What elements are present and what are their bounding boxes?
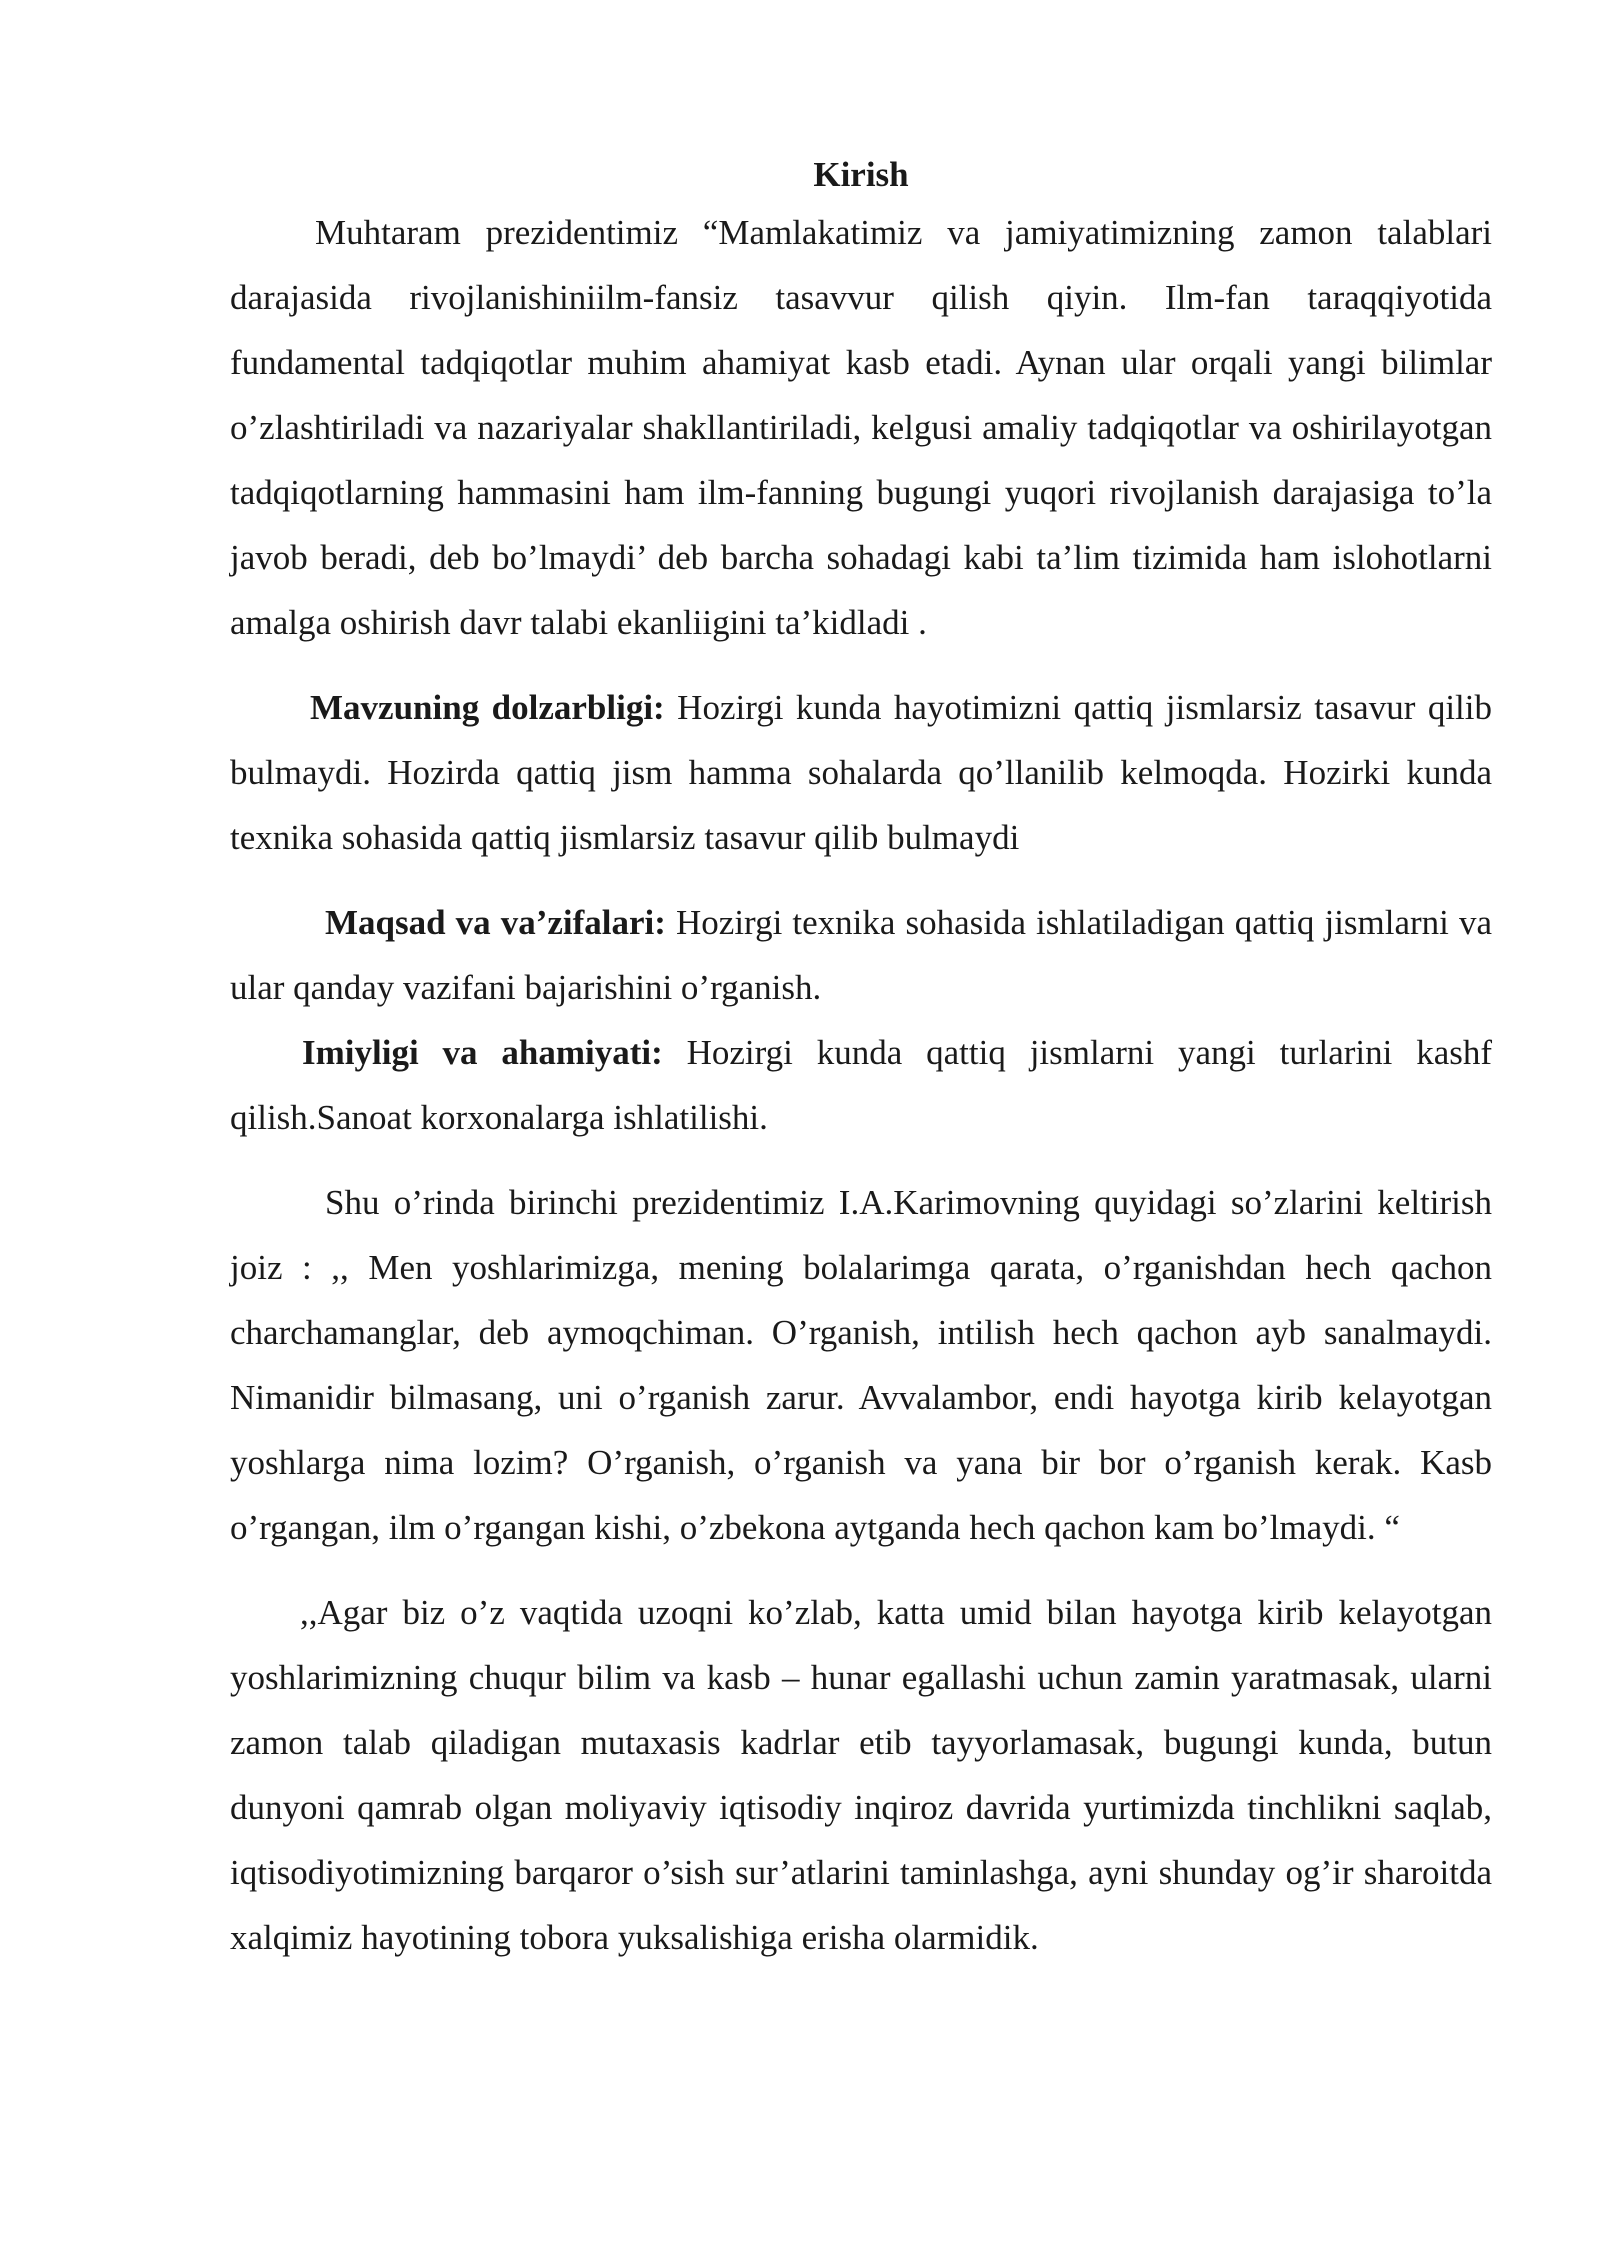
paragraph-relevance: [230, 675, 1492, 870]
document-body: [230, 150, 1492, 1970]
paragraph-significance: [230, 1020, 1492, 1150]
paragraph-heading: Maqsad va va’zifalari:: [325, 903, 666, 942]
paragraph-quote-youth: [230, 1580, 1492, 1970]
paragraph-text: Muhtaram prezidentimiz “Mamlakatimiz va jamiyatimizning zamon talablari darajasida rivojlanishiniilm-fansiz tasavvur qilish qiyin. Ilm-fan taraqqiyotida fundamental tadqiqotlar muhim ahamiyat kasb etadi. Aynan ular orqali yangi bilimlar o’zlashtiriladi va nazariyalar shakllantiriladi, kelgusi amaliy tadqiqotlar va oshirilayotgan tadqiqotlarning hammasini ham ilm-fanning bugungi yuqori rivojlanish darajasiga to’la javob beradi, deb bo’lmaydi’ deb barcha sohadagi kabi ta’lim tizimida ham islohotlarni amalga oshirish davr talabi ekanliigini ta’kidladi .: [230, 213, 1492, 642]
paragraph-text: Hozirgi texnika sohasida ishlatiladigan qattiq jismlarni va ular qanday vazifani bajarishini o’rganish.: [230, 903, 1492, 1007]
paragraph-text: Shu o’rinda birinchi prezidentimiz I.A.Karimovning quyidagi so’zlarini keltirish joiz : ,, Men yoshlarimizga, mening bolalarimga qarata, o’rganishdan hech qachon charchamanglar, deb aymoqchiman. O’rganish, intilish hech qachon ayb sanalmaydi. Nimanidir bilmasang, uni o’rganish zarur. Avvalambor, endi hayotga kirib kelayotgan yoshlarga nima lozim? O’rganish, o’rganish va yana bir bor o’rganish kerak. Kasb o’rgangan, ilm o’rgangan kishi, o’zbekona aytganda hech qachon kam bo’lmaydi. “: [230, 1183, 1492, 1547]
paragraph-quote-karimov: [230, 1170, 1492, 1560]
paragraph-goals: [230, 890, 1492, 1020]
page-title: Kirish: [813, 155, 909, 194]
paragraph-text: Hozirgi kunda qattiq jismlarni yangi turlarini kashf qilish.Sanoat korxonalarga ishlatilishi.: [230, 1033, 1492, 1137]
paragraph-text: ,,Agar biz o’z vaqtida uzoqni ko’zlab, katta umid bilan hayotga kirib kelayotgan yoshlarimizning chuqur bilim va kasb – hunar egallashi uchun zamin yaratmasak, ularni zamon talab qiladigan mutaxasis kadrlar etib tayyorlamasak, bugungi kunda, butun dunyoni qamrab olgan moliyaviy iqtisodiy inqiroz davrida yurtimizda tinchlikni saqlab, iqtisodiyotimizning barqaror o’sish sur’atlarini taminlashga, ayni shunday og’ir sharoitda xalqimiz hayotining tobora yuksalishiga erisha olarmidik.: [230, 1593, 1492, 1957]
paragraph-text: Hozirgi kunda hayotimizni qattiq jismlarsiz tasavur qilib bulmaydi. Hozirda qattiq jism hamma sohalarda qo’llanilib kelmoqda. Hozirki kunda texnika sohasida qattiq jismlarsiz tasavur qilib bulmaydi: [230, 688, 1493, 857]
paragraph-heading: Imiyligi va ahamiyati:: [302, 1033, 663, 1072]
paragraph-heading: Mavzuning dolzarbligi:: [310, 688, 665, 727]
paragraph-introduction: [230, 200, 1492, 655]
